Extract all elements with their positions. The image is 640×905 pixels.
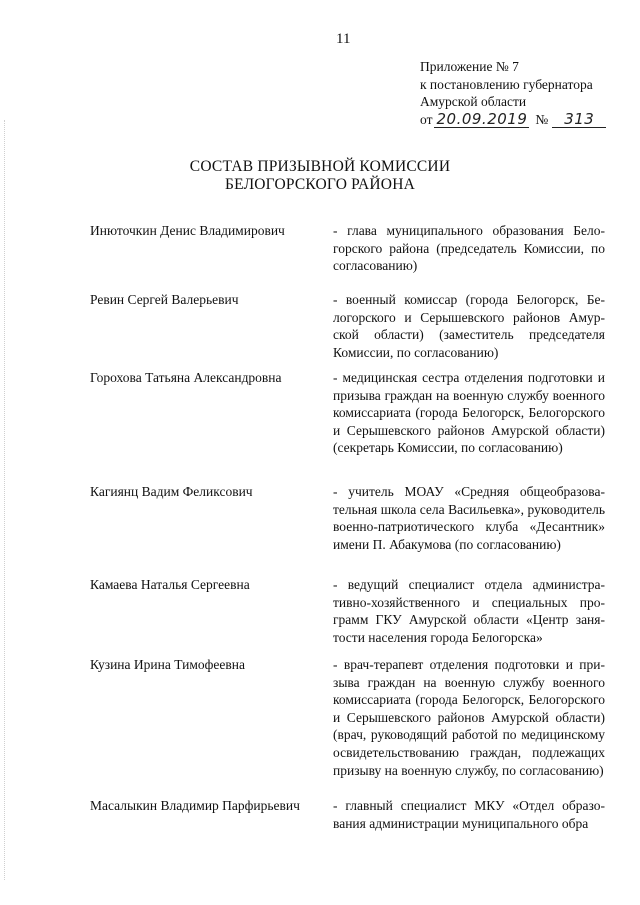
member-name: Инюточкин Денис Владимирович (90, 223, 285, 238)
member-row (90, 797, 610, 832)
member-role: - ведущий специалист отдела административно-хозяйственного и специальных программ ГКУ Амурской области «Центр занятости населения города Белогорска» (333, 577, 605, 645)
title-line-2: БЕЛОГОРСКОГО РАЙОНА (225, 176, 415, 193)
decree-date: 20.09.2019 (436, 109, 528, 128)
number-prefix: № (535, 111, 549, 127)
member-name: Кузина Ирина Тимофеевна (90, 657, 245, 672)
member-row (90, 369, 610, 457)
scan-edge-marks (4, 120, 8, 880)
title-line-1: СОСТАВ ПРИЗЫВНОЙ КОМИССИИ (189, 158, 451, 175)
member-name: Кагиянц Вадим Феликсович (90, 484, 253, 499)
document-title (0, 158, 640, 194)
member-name: Ревин Сергей Валерьевич (90, 292, 239, 307)
member-role: - военный комиссар (города Белогорск, Белогорского и Серышевского районов Амурской области) (заместитель председателя Комиссии, по согласованию) (333, 292, 605, 360)
appendix-region: Амурской области (420, 94, 527, 109)
appendix-decree-ref: к постановлению губернатора (420, 76, 593, 92)
member-role: - глава муниципального образования Белогорского района (председатель Комиссии, по согласованию) (333, 223, 605, 274)
date-prefix: от (420, 111, 433, 127)
decree-date-line (420, 111, 606, 129)
appendix-header (420, 58, 606, 128)
member-role: - врач-терапевт отделения подготовки и призыва граждан на военную службу военного комиссариата (города Белогорск, Белогорского и Серышевского районов Амурской области) (врач, руководящий работой по медицинскому освидетельствованию граждан, подлежащих призыву на военную службу, по согласованию) (333, 657, 605, 778)
member-name: Масалыкин Владимир Парфирьевич (90, 798, 300, 813)
appendix-title: Приложение № 7 (420, 59, 519, 74)
member-row (90, 576, 610, 646)
member-role: - главный специалист МКУ «Отдел образования администрации муниципального обра (333, 798, 605, 831)
member-role: - медицинская сестра отделения подготовки и призыва граждан на военную службу военного комиссариата (города Белогорск, Белогорского и Серышевского районов Амурской области) (секретарь Комиссии, по согласованию) (333, 370, 605, 456)
decree-number: 313 (552, 112, 606, 128)
member-name: Камаева Наталья Сергеевна (90, 577, 250, 592)
member-role: - учитель МОАУ «Средняя общеобразовательная школа села Васильевка», руководитель военно-патриотического клуба «Десантник» имени П. Абакумова (по согласованию) (333, 484, 605, 552)
member-row (90, 483, 610, 553)
member-row (90, 291, 610, 361)
page-number: 11 (336, 31, 351, 47)
member-row (90, 656, 610, 779)
member-row (90, 222, 610, 275)
member-name: Горохова Татьяна Александровна (90, 370, 282, 385)
